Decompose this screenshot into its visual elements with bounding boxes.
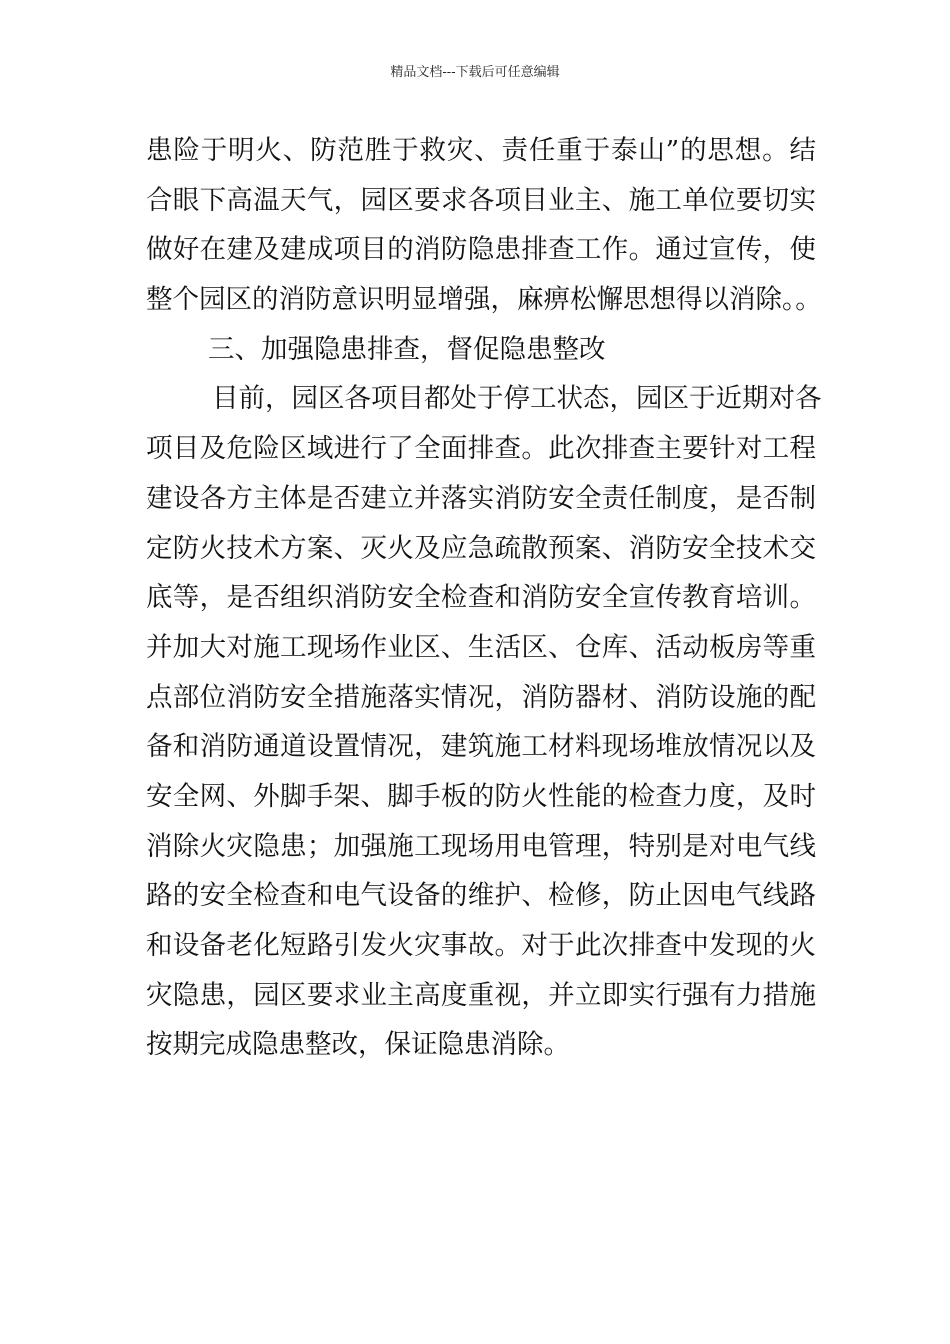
section-heading: 三、加强隐患排查，督促隐患整改: [208, 333, 606, 365]
paragraph-line: 整个园区的消防意识明显增强，麻痹松懈思想得以消除。。: [146, 284, 822, 316]
paragraph-line: 患险于明火、防范胜于救灾、责任重于泰山”的思想。结: [146, 135, 816, 166]
paragraph-line: 并加大对施工现场作业区、生活区、仓库、活动板房等重: [146, 631, 816, 663]
paragraph-line: 备和消防通道设置情况，建筑施工材料现场堆放情况以及: [146, 731, 816, 763]
paragraph-line: 灾隐患，园区要求业主高度重视，并立即实行强有力措施: [146, 979, 816, 1011]
paragraph-line: 底等，是否组织消防安全检查和消防安全宣传教育培训。: [146, 582, 816, 614]
paragraph-line: 点部位消防安全措施落实情况，消防器材、消防设施的配: [146, 681, 816, 713]
paragraph-line: 和设备老化短路引发火灾事故。对于此次排查中发现的火: [146, 930, 816, 961]
page-header: 精品文档---下载后可任意编辑: [390, 65, 560, 80]
paragraph-line: 做好在建及建成项目的消防隐患排查工作。通过宣传，使: [146, 234, 816, 266]
paragraph-line: 按期完成隐患整改，保证隐患消除。: [146, 1029, 570, 1061]
paragraph-line: 路的安全检查和电气设备的维护、检修，防止因电气线路: [146, 880, 816, 912]
paragraph-line: 项目及危险区域进行了全面排查。此次排查主要针对工程: [146, 433, 816, 465]
body-text: [146, 126, 822, 1070]
paragraph-line: 定防火技术方案、灭火及应急疏散预案、消防安全技术交: [146, 532, 816, 564]
paragraph-line: 建设各方主体是否建立并落实消防安全责任制度，是否制: [146, 482, 816, 514]
paragraph-line: 目前，园区各项目都处于停工状态，园区于近期对各: [212, 383, 822, 415]
paragraph-line: 合眼下高温天气，园区要求各项目业主、施工单位要切实: [146, 184, 816, 216]
paragraph-line: 消除火灾隐患；加强施工现场用电管理，特别是对电气线: [146, 830, 816, 862]
paragraph-line: 安全网、外脚手架、脚手板的防火性能的检查力度，及时: [146, 780, 816, 812]
